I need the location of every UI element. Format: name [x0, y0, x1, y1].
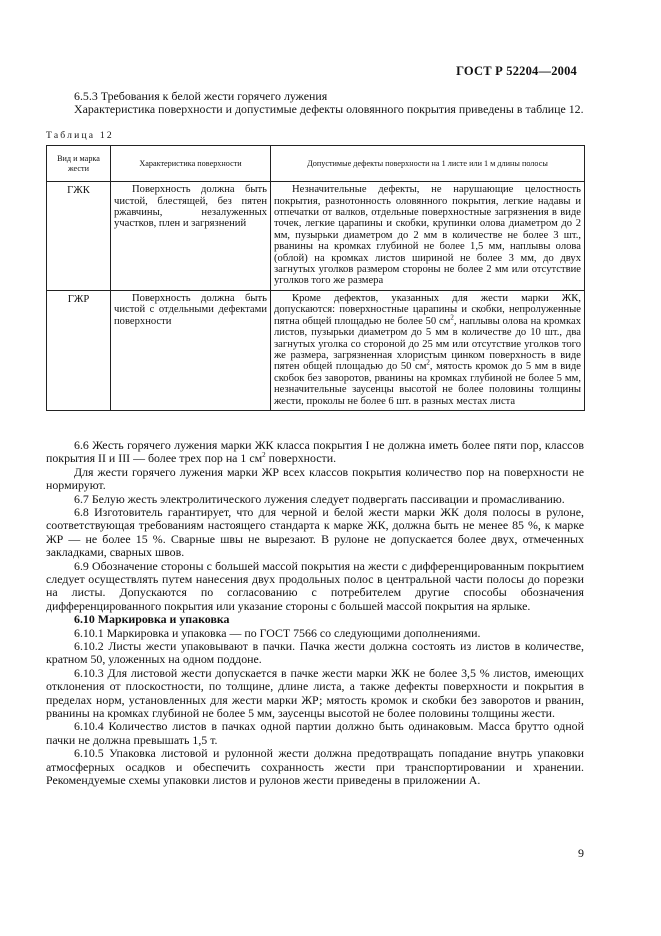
- row-grade: ГЖР: [47, 290, 111, 410]
- paragraph-6-10-1: 6.10.1 Маркировка и упаковка — по ГОСТ 7566 со следующими дополнениями.: [74, 625, 481, 640]
- document-header: ГОСТ Р 52204—2004: [456, 64, 577, 78]
- heading-6-10: 6.10 Маркировка и упаковка: [74, 612, 230, 627]
- defects-text: [274, 293, 581, 407]
- header-defects: Допустимые дефекты поверхности на 1 листе или 1 м длины полосы: [271, 146, 585, 182]
- section-title: 6.5.3 Требования к белой жести горячего лужения: [74, 89, 328, 103]
- paragraph-6-10-5: 6.10.5 Упаковка листовой и рулонной жести должна предотвращать попадание внутрь упаковки атмосферных осадков и обеспечить сохранность жести при транспортировании и хранении. Рекомендуемые схемы упаковки листов и рулонов жести приведены в приложении А.: [46, 746, 584, 788]
- surface-text: Поверхность должна быть чистой, блестящей, без пятен ржавчины, незалуженных участков, плен и загрязнений: [114, 184, 267, 230]
- paragraph-6-10-4: 6.10.4 Количество листов в пачках одной партии должно быть одинаковым. Масса брутто одной пачки не должна превышать 1,5 т.: [46, 719, 584, 747]
- page-number: 9: [578, 846, 584, 860]
- row-defects: [271, 290, 585, 410]
- superscript: 2: [426, 358, 430, 367]
- row-defects: [271, 182, 585, 291]
- table-caption: Таблица 12: [46, 129, 114, 141]
- paragraph-6-10-3: 6.10.3 Для листовой жести допускается в пачке жести марки ЖК не более 3,5 % листов, имеющих отклонения от плоскостности, по толщине, длине листа, а также дефекты поверхности и покрытия в пределах норм, установленных для жести марки ЖР; мятость кромок и скобки без заворотов и рванин, рванины на кромках глубиной не более 5 мм, заусенцы высотой не более половины толщины жести.: [46, 665, 584, 721]
- table-header-row: [47, 146, 585, 182]
- paragraph-6-10-2: 6.10.2 Листы жести упаковывают в пачки. Пачка жести должна состоять из листов в количестве, кратном 50, уложенных на одном поддоне.: [46, 639, 584, 667]
- superscript: 2: [450, 313, 454, 322]
- surface-text: Поверхность должна быть чистой с отдельными дефектами поверхности: [114, 292, 267, 327]
- paragraph-6-6: [46, 439, 584, 466]
- section-intro: Характеристика поверхности и допустимые дефекты оловянного покрытия приведены в таблице 12.: [74, 102, 584, 117]
- paragraph-6-6-b: Для жести горячего лужения марки ЖР всех классов покрытия количество пор на поверхности не нормируют.: [46, 464, 584, 493]
- paragraph-6-6-text: 6.6 Жесть горячего лужения марки ЖК класса покрытия I не должна иметь более пяти пор, классов покрытия II и III — более трех пор на 1 см: [46, 437, 584, 466]
- table-row: [47, 182, 585, 291]
- row-surface: [111, 182, 271, 291]
- superscript: 2: [262, 451, 266, 460]
- paragraph-6-6-end: поверхности.: [265, 451, 337, 466]
- paragraph-6-9: 6.9 Обозначение стороны с большей массой покрытия на жести с дифференцированным покрытием следует осуществлять путем нанесения двух продольных полос в центральной части полосы до порезки на листы. Допускаются по согласованию с потребителем другие способы обозначения дифференцированного покрытия или указание стороны с большей массой покрытия на ярлыке.: [46, 558, 584, 613]
- header-surface: Характеристика поверхности: [111, 146, 271, 182]
- paragraph-6-8: 6.8 Изготовитель гарантирует, что для черной и белой жести марки ЖК доля полосы в рулоне, соответствующая требованиям настоящего стандарта к марке ЖК, должна быть не менее 85 %, к марке ЖР — не более 15 %. Сварные швы не вырезают. В рулоне не допускается более двух, отмеченных закладками, сварных швов.: [46, 504, 584, 560]
- row-grade: ГЖК: [47, 182, 111, 291]
- defects-text: Незначительные дефекты, не нарушающие целостность покрытия, разнотонность оловянного покрытия, легкие надавы и отпечатки от валков, отдельные поверхностные загрязнения в виде точек, легкие царапины и скобки, крупинки олова диаметром до 2 мм, пузырьки диаметром до 2 мм в количестве не более 3 шт., рванины на кромках глубиной не более 1,5 мм, наплывы олова (облой) на кромках листов шириной не более 3 мм, до двух загнутых уголков размером стороны не более 2 мм или отсутствие уголков того же размера: [274, 184, 581, 287]
- defects-text-c: , мятость кромок до 5 мм в виде скобок без заворотов, рванины на кромках глубиной не более 5 мм, незначительные заусенцы высотой не более половины толщины жести, проколы не более 6 шт. в разных местах листа: [274, 361, 582, 407]
- defects-text-b: , наплывы олова на кромках листов, пузырьки диаметром до 5 мм в количестве до 10 шт., два загнутых уголка со стороной до 25 мм или отсутствие уголков того же размера, загрязненная хлористым цинком поверхность в виде пятен общей площадью до 50 см: [274, 315, 581, 373]
- header-grade: Вид и марка жести: [47, 146, 111, 182]
- row-surface: [111, 290, 271, 410]
- defects-text-a: Кроме дефектов, указанных для жести марки ЖК, допускаются: поверхностные царапины и скобки, непролуженные пятна общей площадью не более 50 см: [274, 292, 581, 327]
- table-row: [47, 290, 585, 410]
- defects-table: [46, 145, 585, 411]
- paragraph-6-7: 6.7 Белую жесть электролитического лужения следует подвергать пассивации и промасливанию.: [74, 491, 565, 506]
- page-content: [46, 90, 584, 788]
